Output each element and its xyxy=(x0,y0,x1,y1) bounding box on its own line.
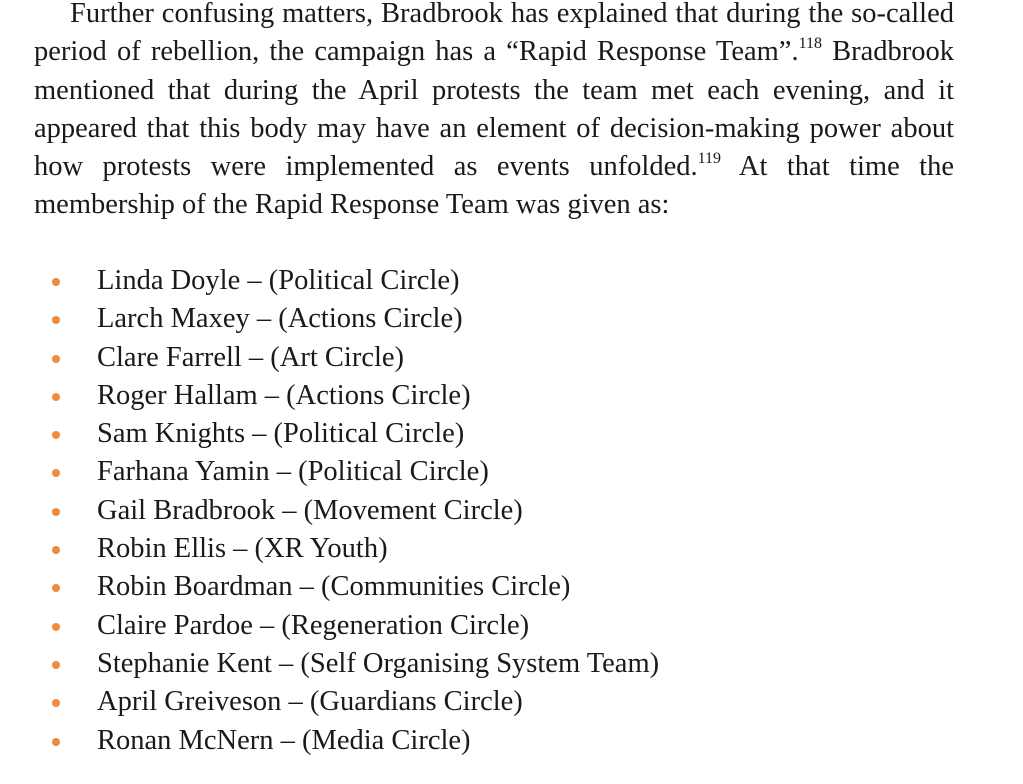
document-page xyxy=(34,0,954,225)
member-text: Farhana Yamin – (Political Circle) xyxy=(97,456,489,488)
list-item xyxy=(50,415,659,453)
bullet-icon xyxy=(50,262,70,300)
paragraph-sentence-3: At that time the membership of the Rapid Response Team was given as: xyxy=(34,151,954,221)
bullet-icon xyxy=(50,530,70,568)
list-item xyxy=(50,492,659,530)
bullet-icon xyxy=(50,492,70,530)
bullet-icon xyxy=(50,683,70,721)
bullet-icon xyxy=(50,722,70,760)
bullet-icon xyxy=(50,453,70,491)
bullet-icon xyxy=(50,377,70,415)
list-item xyxy=(50,339,659,377)
body-paragraph xyxy=(34,0,954,225)
bullet-icon xyxy=(50,339,70,377)
list-item xyxy=(50,683,659,721)
member-text: Robin Ellis – (XR Youth) xyxy=(97,533,388,565)
bullet-icon xyxy=(50,300,70,338)
list-item xyxy=(50,262,659,300)
member-text: Ronan McNern – (Media Circle) xyxy=(97,724,471,756)
membership-list xyxy=(50,262,659,760)
footnote-ref-119[interactable]: 119 xyxy=(697,149,722,167)
paragraph-sentence-2: Bradbrook mentioned that during the April protests the team met each evening, and it appeared that this body may have an element of decision-making power about how protests were implemented as events unfolded. xyxy=(34,36,955,183)
list-item xyxy=(50,530,659,568)
member-text: Linda Doyle – (Political Circle) xyxy=(97,265,460,296)
list-item xyxy=(50,607,659,645)
member-text: Stephanie Kent – (Self Organising System Team) xyxy=(97,647,660,679)
member-text: Robin Boardman – (Communities Circle) xyxy=(97,571,571,603)
member-text: Gail Bradbrook – (Movement Circle) xyxy=(97,494,523,526)
footnote-ref-118[interactable]: 118 xyxy=(798,34,822,52)
bullet-icon xyxy=(50,568,70,606)
bullet-icon xyxy=(50,607,70,645)
member-text: Roger Hallam – (Actions Circle) xyxy=(97,379,471,411)
member-text: April Greiveson – (Guardians Circle) xyxy=(97,686,523,718)
list-item xyxy=(50,300,659,338)
list-item xyxy=(50,568,659,606)
member-text: Claire Pardoe – (Regeneration Circle) xyxy=(97,609,530,641)
list-item xyxy=(50,377,659,415)
list-item xyxy=(50,645,659,683)
member-text: Sam Knights – (Political Circle) xyxy=(97,418,465,450)
paragraph-sentence-1: Further confusing matters, Bradbrook has explained that during the so-called period of rebellion, the campaign has a “Rapid Response Team”. xyxy=(34,0,954,68)
list-item xyxy=(50,453,659,491)
member-text: Larch Maxey – (Actions Circle) xyxy=(97,303,463,335)
member-text: Clare Farrell – (Art Circle) xyxy=(97,341,405,373)
bullet-icon xyxy=(50,645,70,683)
list-item xyxy=(50,722,659,760)
bullet-icon xyxy=(50,415,70,453)
